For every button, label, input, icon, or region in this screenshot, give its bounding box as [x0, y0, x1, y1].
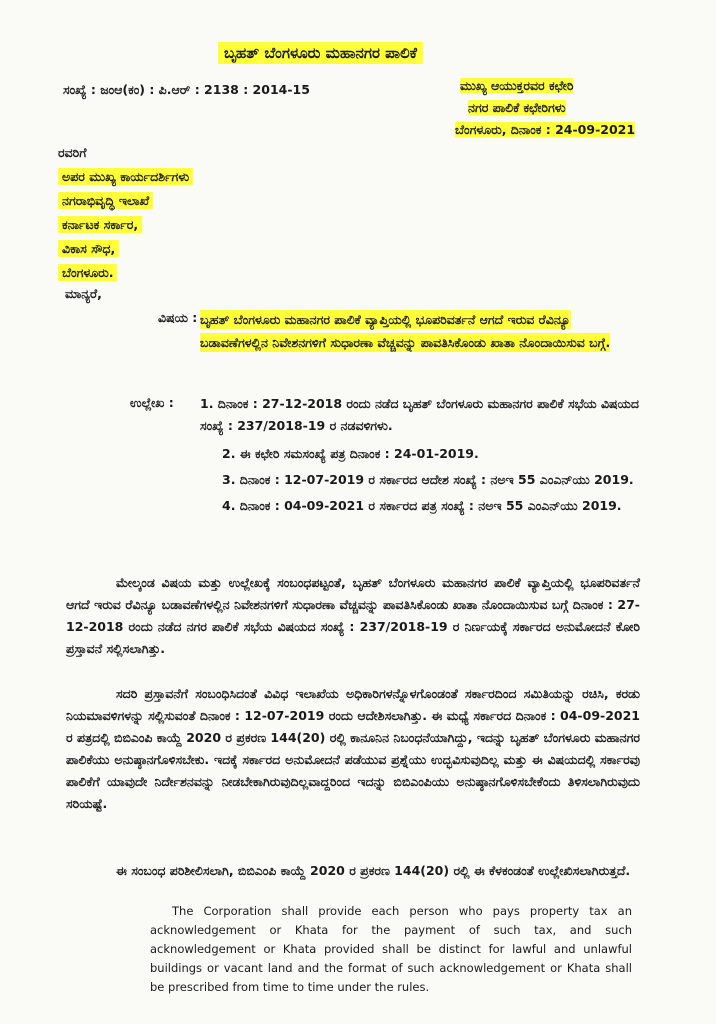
recipient-line-2: ನಗರಾಭಿವೃದ್ಧಿ ಇಲಾಖೆ — [58, 189, 193, 213]
greeting: ಮಾನ್ಯರೆ, — [65, 286, 102, 301]
reference-number: ಸಂಖ್ಯೆ : ಜಂಆ(ಕಂ) : ಪಿ.ಆರ್ : 2138 : 2014-15 — [63, 82, 310, 97]
body-paragraph-1: ಮೇಲ್ಕಂಡ ವಿಷಯ ಮತ್ತು ಉಲ್ಲೇಖಕ್ಕೆ ಸಂಬಂಧಪಟ್ಟಂತೆ, ಬೃಹತ್ ಬೆಂಗಳೂರು ಮಹಾನಗರ ಪಾಲಿಕೆ ವ್ಯಾಪ್ತಿಯಲ್ಲಿ ಭೂಪರಿವರ್ತನೆ ಆಗದೆ ಇರುವ ರೆವಿನ್ಯೂ ಬಡಾವಣೆಗಳಲ್ಲಿನ ನಿವೇಶನಗಳಿಗೆ ಸುಧಾರಣಾ ವೆಚ್ಚವನ್ನು ಪಾವತಿಸಿಕೊಂಡು ಖಾತಾ ನೊಂದಾಯಿಸುವ ಬಗ್ಗೆ ದಿನಾಂಕ : 27-12-2018 ರಂದು ನಡೆದ ನಗರ ಪಾಲಿಕೆ ಸಭೆಯ ವಿಷಯದ ಸಂಖ್ಯೆ : 237/2018-19 ರ ನಿರ್ಣಯಕ್ಕೆ ಸರ್ಕಾರದ ಅನುಮೋದನೆ ಕೋರಿ ಪ್ರಸ್ತಾವನೆ ಸಲ್ಲಿಸಲಾಗಿತ್ತು. — [66, 575, 640, 656]
office-line-1: ಮುಖ್ಯ ಆಯುಕ್ತರವರ ಕಛೇರಿ — [460, 78, 574, 93]
recipient-line-5: ಬೆಂಗಳೂರು. — [58, 261, 193, 285]
subject-text: ಬೃಹತ್ ಬೆಂಗಳೂರು ಮಹಾನಗರ ಪಾಲಿಕೆ ವ್ಯಾಪ್ತಿಯಲ್ಲಿ ಭೂಪರಿವರ್ತನೆ ಆಗದೆ ಇರುವ ರೆವಿನ್ಯೂ ಬಡಾವಣೆಗಳಲ್ಲಿನ ನಿವೇಶನಗಳಿಗೆ ಸುಧಾರಣಾ ವೆಚ್ಚವನ್ನು ಪಾವತಿಸಿಕೊಂಡು ಖಾತಾ ನೊಂದಾಯಿಸುವ ಬಗ್ಗೆ. — [200, 312, 611, 350]
recipient-line-1: ಅಪರ ಮುಖ್ಯ ಕಾರ್ಯದರ್ಶಿಗಳು — [58, 165, 193, 189]
reference-3: 3. ದಿನಾಂಕ : 12-07-2019 ರ ಸರ್ಕಾರದ ಆದೇಶ ಸಂಖ್ಯೆ : ನಅಇ 55 ಎಂಎನ್‌ಯು 2019. — [222, 472, 634, 487]
quoted-clause: The Corporation shall provide each person who pays property tax an acknowledgement or Khata for the payment of such tax, and such acknowledgement or Khata provided shall be distinct for lawful and unlawful buildings or vacant land and the format of such acknowledgement or Khata shall be prescribed from time to time under the rules. — [150, 904, 632, 994]
reference-1: 1. ದಿನಾಂಕ : 27-12-2018 ರಂದು ನಡೆದ ಬೃಹತ್ ಬೆಂಗಳೂರು ಮಹಾನಗರ ಪಾಲಿಕೆ ಸಭೆಯ ವಿಷಯದ ಸಂಖ್ಯೆ : 237/2018-19 ರ ನಡವಳಿಗಳು. — [200, 396, 639, 433]
subject-label: ವಿಷಯ : — [158, 310, 198, 325]
body-paragraph-3: ಈ ಸಂಬಂಧ ಪರಿಶೀಲಿಸಲಾಗಿ, ಬಿಬಿಎಂಪಿ ಕಾಯ್ದೆ 2020 ರ ಪ್ರಕರಣ 144(20) ರಲ್ಲಿ ಈ ಕೆಳಕಂಡಂತೆ ಉಲ್ಲೇಖಿಸಲಾಗಿರುತ್ತದೆ. — [116, 863, 631, 878]
to-label: ರವರಿಗೆ — [58, 145, 87, 160]
reference-2: 2. ಈ ಕಛೇರಿ ಸಮಸಂಖ್ಯೆ ಪತ್ರ ದಿನಾಂಕ : 24-01-2019. — [222, 446, 479, 461]
recipient-line-4: ವಿಕಾಸ ಸೌಧ, — [58, 237, 193, 261]
references-label: ಉಲ್ಲೇಖ : — [130, 395, 174, 410]
office-line-3-date: ಬೆಂಗಳೂರು, ದಿನಾಂಕ : 24-09-2021 — [455, 122, 636, 137]
recipient-address — [58, 141, 193, 285]
document-title: ಬೃಹತ್ ಬೆಂಗಳೂರು ಮಹಾನಗರ ಪಾಲಿಕೆ — [218, 44, 423, 62]
references-list — [200, 393, 640, 517]
recipient-line-3: ಕರ್ನಾಟಕ ಸರ್ಕಾರ, — [58, 213, 193, 237]
body-paragraph-2: ಸದರಿ ಪ್ರಸ್ತಾವನೆಗೆ ಸಂಬಂಧಿಸಿದಂತೆ ವಿವಿಧ ಇಲಾಖೆಯ ಅಧಿಕಾರಿಗಳನ್ನೊಳಗೊಂಡಂತೆ ಸರ್ಕಾರದಿಂದ ಸಮಿತಿಯನ್ನು ರಚಿಸಿ, ಕರಡು ನಿಯಮಾವಳಿಗಳನ್ನು ಸಲ್ಲಿಸುವಂತೆ ದಿನಾಂಕ : 12-07-2019 ರಂದು ಆದೇಶಿಸಲಾಗಿತ್ತು. ಈ ಮಧ್ಯೆ ಸರ್ಕಾರದ ದಿನಾಂಕ : 04-09-2021 ರ ಪತ್ರದಲ್ಲಿ ಬಿಬಿಎಂಪಿ ಕಾಯ್ದೆ 2020 ರ ಪ್ರಕರಣ 144(20) ರಲ್ಲಿ ಕಾನೂನಿನ ನಿಬಂಧನೆಯಾಗಿದ್ದು, ಇದನ್ನು ಬೃಹತ್ ಬೆಂಗಳೂರು ಮಹಾನಗರ ಪಾಲಿಕೆಯು ಅನುಷ್ಠಾನಗೊಳಿಸಬೇಕು. ಇದಕ್ಕೆ ಸರ್ಕಾರದ ಅನುಮೋದನೆ ಪಡೆಯುವ ಪ್ರಶ್ನೆಯು ಉದ್ಭವಿಸುವುದಿಲ್ಲ ಮತ್ತು ಈ ವಿಷಯದಲ್ಲಿ ಸರ್ಕಾರವು ಪಾಲಿಕೆಗೆ ಯಾವುದೇ ನಿರ್ದೇಶನವನ್ನು ನೀಡಬೇಕಾಗಿರುವುದಿಲ್ಲವಾದ್ದರಿಂದ ಇದನ್ನು ಬಿಬಿಎಂಪಿಯು ಅನುಷ್ಠಾನಗೊಳಿಸಬೇಕೆಂದು ತಿಳಿಸಲಾಗಿರುವುದು ಸರಿಯಷ್ಟೆ. — [66, 686, 640, 811]
office-line-2: ನಗರ ಪಾಲಿಕೆ ಕಛೇರಿಗಳು — [468, 100, 566, 115]
reference-4: 4. ದಿನಾಂಕ : 04-09-2021 ರ ಸರ್ಕಾರದ ಪತ್ರ ಸಂಖ್ಯೆ : ನಅಇ 55 ಎಂಎನ್‌ಯು 2019. — [222, 498, 622, 513]
